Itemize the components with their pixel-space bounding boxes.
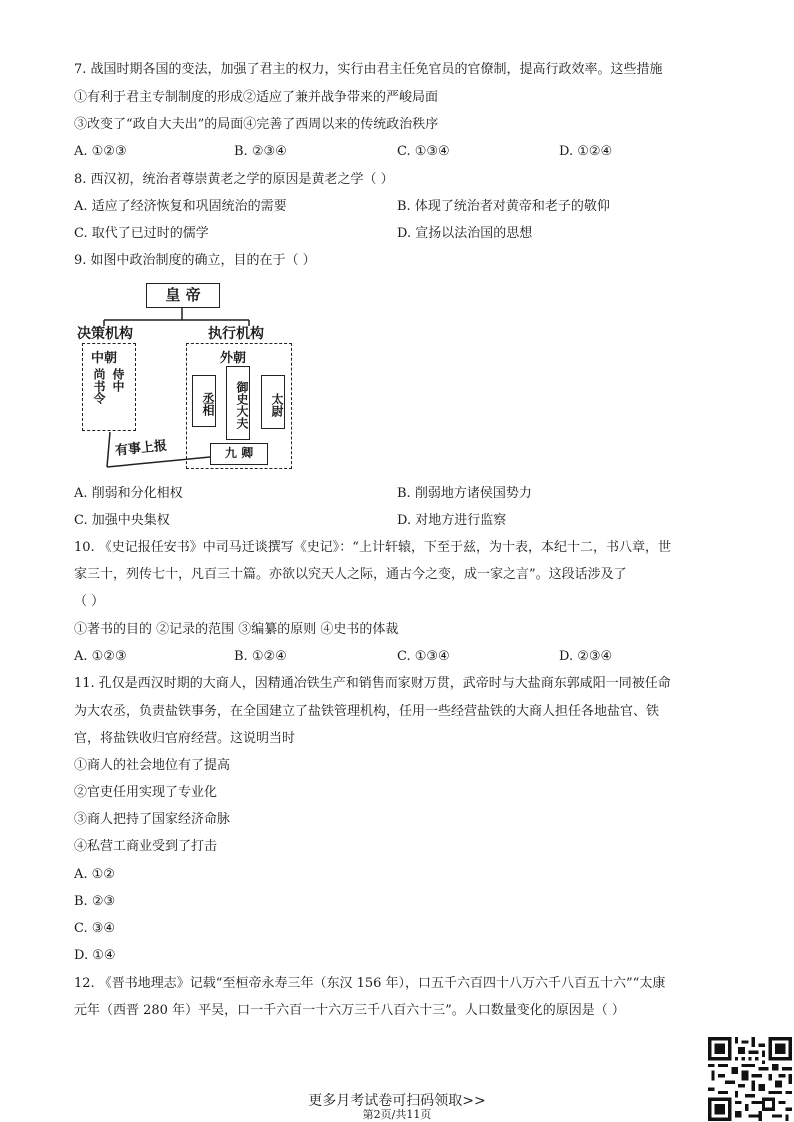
report-label: 有事上报 [114, 438, 168, 459]
q12-line-2: 元年（西晋 280 年）平吴，口一千六百一十六万三千八百六十三”。人口数量变化的原因是（ ） [74, 1003, 625, 1018]
outer-court-label: 外朝 [220, 351, 247, 366]
q7-item-line-2: ③改变了“政自大夫出”的局面④完善了西周以来的传统政治秩序 [74, 117, 439, 132]
q12-line-1: 12. 《晋书地理志》记载“至桓帝永寿三年（东汉 156 年），口五千六百四十八万六千八百五十六”“太康 [74, 976, 666, 991]
q11-line-3: 官，将盐铁收归官府经营。这说明当时 [74, 731, 296, 746]
q9-stem: 9. 如图中政治制度的确立，目的在于（ ） [74, 253, 316, 268]
q10-option-d: D. ②③④ [559, 649, 613, 664]
q8-option-d: D. 宣扬以法治国的思想 [397, 226, 533, 241]
q11-option-c: C. ③④ [74, 921, 116, 936]
inner-member-shizhong: 侍中 [111, 368, 125, 392]
decision-label: 决策机构 [77, 326, 133, 342]
q8-option-c: C. 取代了已过时的儒学 [74, 226, 209, 241]
q10-line-1: 10. 《史记报任安书》中司马迁谈撰写《史记》：“上计轩辕，下至于兹，为十表，本纪十二，书八章，世 [74, 540, 671, 555]
q7-option-c: C. ①③④ [397, 144, 450, 159]
q8-stem: 8. 西汉初，统治者尊崇黄老之学的原因是黄老之学（ ） [74, 172, 394, 187]
political-system-diagram [74, 280, 304, 475]
q10-items: ①著书的目的 ②记录的范围 ③编纂的原则 ④史书的体裁 [74, 622, 399, 637]
q11-option-d: D. ①④ [74, 948, 116, 963]
q11-option-a: A. ①② [74, 867, 115, 882]
q11-line-2: 为大农丞，负责盐铁事务，在全国建立了盐铁管理机构，任用一些经营盐铁的大商人担任各地盐官、铁 [74, 704, 660, 719]
q10-option-b: B. ①②④ [234, 649, 287, 664]
execution-label: 执行机构 [208, 326, 264, 342]
q7-option-b: B. ②③④ [234, 144, 287, 159]
q7-item-line-1: ①有利于君主专制制度的形成②适应了兼并战争带来的严峻局面 [74, 90, 439, 105]
q10-line-2: 家三十，列传七十，凡百三十篇。亦欲以究天人之际，通古今之变，成一家之言”。这段话涉及了 [74, 567, 627, 582]
q9-option-b: B. 削弱地方诸侯国势力 [397, 486, 532, 501]
nine-ministers-box: 九 卿 [210, 443, 268, 465]
q10-option-c: C. ①③④ [397, 649, 450, 664]
outer-member-taiwei: 太尉 [261, 375, 285, 429]
q9-option-d: D. 对地方进行监察 [397, 513, 507, 528]
inner-court-label: 中朝 [91, 351, 118, 366]
q7-option-d: D. ①②④ [559, 144, 613, 159]
q9-option-c: C. 加强中央集权 [74, 513, 170, 528]
q11-option-b: B. ②③ [74, 894, 116, 909]
q11-item-1: ①商人的社会地位有了提高 [74, 758, 231, 773]
inner-member-shangshuling: 尚书令 [92, 368, 106, 404]
q8-option-a: A. 适应了经济恢复和巩固统治的需要 [74, 199, 287, 214]
page-number: 第2页/共11页 [362, 1108, 432, 1121]
q11-item-2: ②官吏任用实现了专业化 [74, 785, 218, 800]
q7-stem: 7. 战国时期各国的变法，加强了君主的权力，实行由君主任免官员的官僚制，提高行政效率。这些措施 [74, 62, 663, 77]
q9-option-a: A. 削弱和分化相权 [74, 486, 183, 501]
q11-item-4: ④私营工商业受到了打击 [74, 839, 218, 854]
q11-item-3: ③商人把持了国家经济命脉 [74, 812, 231, 827]
footer-promo-link[interactable]: 更多月考试卷可扫码领取>> [308, 1093, 486, 1109]
emperor-box: 皇 帝 [146, 283, 220, 308]
q8-option-b: B. 体现了统治者对黄帝和老子的敬仰 [397, 199, 610, 214]
outer-member-chancellor: 丞相 [192, 375, 216, 427]
q7-option-a: A. ①②③ [74, 144, 127, 159]
outer-member-censor: 御史大夫 [226, 366, 250, 440]
q10-line-3: （ ） [74, 594, 105, 609]
q10-option-a: A. ①②③ [74, 649, 127, 664]
q11-line-1: 11. 孔仅是西汉时期的大商人，因精通冶铁生产和销售而家财万贯，武帝时与大盐商东郭咸阳一同被任命 [74, 676, 671, 691]
